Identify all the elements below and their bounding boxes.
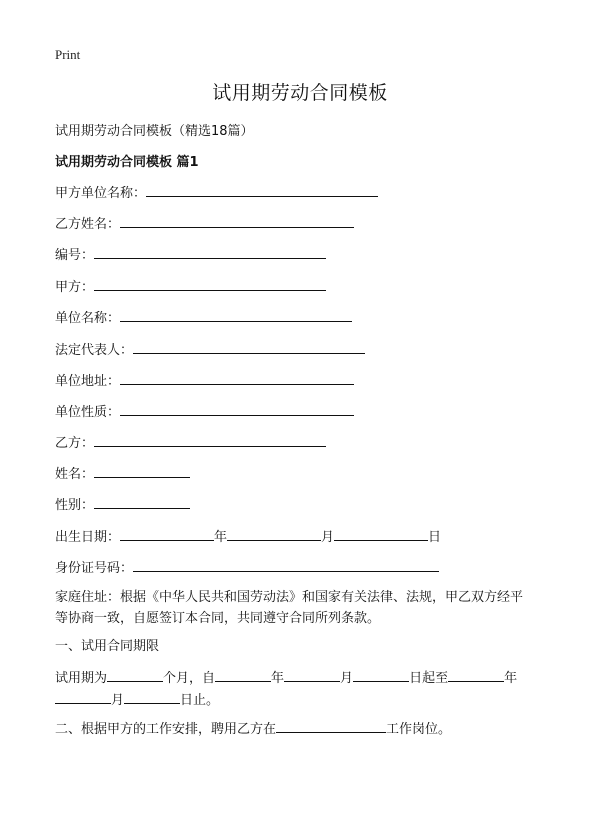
- field-legal-representative: [55, 339, 365, 360]
- field-label: 编号：: [55, 248, 95, 263]
- fill-line: [334, 526, 428, 541]
- field-label: 甲方：: [55, 280, 95, 295]
- fill-line: [120, 213, 354, 228]
- address-paragraph: [55, 587, 550, 629]
- field-label: 乙方：: [55, 436, 95, 451]
- fill-line: [227, 526, 321, 541]
- fill-line: [94, 432, 326, 447]
- document-subtitle: 试用期劳动合同模板（精选18篇）: [55, 124, 254, 139]
- date-unit: 月: [321, 530, 335, 545]
- clause-text: 工作岗位。: [386, 722, 452, 737]
- field-label: 姓名：: [55, 467, 95, 482]
- field-label: 单位名称：: [55, 311, 121, 326]
- fill-line: [133, 339, 365, 354]
- field-employer-name: [55, 182, 378, 203]
- clause-text: 年: [271, 671, 285, 686]
- field-label: 身份证号码：: [55, 561, 134, 576]
- clause-text: 日止。: [180, 693, 220, 708]
- paragraph-line: 等协商一致，自愿签订本合同，共同遵守合同所列条款。: [55, 611, 381, 626]
- fill-line: [448, 667, 504, 682]
- fill-line: [94, 244, 326, 259]
- field-label: 甲方单位名称：: [55, 186, 147, 201]
- field-label: 出生日期：: [55, 530, 121, 545]
- field-id-number: [55, 557, 439, 578]
- fill-line: [120, 370, 354, 385]
- date-unit: 日: [428, 530, 442, 545]
- field-gender: [55, 494, 190, 515]
- field-label: 单位地址：: [55, 374, 121, 389]
- field-label: 单位性质：: [55, 405, 121, 420]
- date-unit: 年: [214, 530, 228, 545]
- clause-text: 月: [111, 693, 125, 708]
- clause-line: [55, 689, 550, 711]
- field-name: [55, 463, 190, 484]
- fill-line: [94, 494, 190, 509]
- fill-line: [215, 667, 271, 682]
- field-label: 性别：: [55, 498, 95, 513]
- print-link[interactable]: Print: [55, 47, 81, 62]
- field-label: 法定代表人：: [55, 343, 134, 358]
- fill-line: [353, 667, 409, 682]
- field-unit-name: [55, 307, 352, 328]
- field-number: [55, 244, 326, 265]
- clause1-body: [55, 667, 550, 711]
- clause-text: 个月，自: [163, 671, 216, 686]
- field-party-b: [55, 432, 326, 453]
- clause-text: 二、根据甲方的工作安排，聘用乙方在: [55, 722, 277, 737]
- clause-text: 试用期为: [55, 671, 108, 686]
- field-unit-nature: [55, 401, 354, 422]
- fill-line: [94, 463, 190, 478]
- page-title: 试用期劳动合同模板: [212, 82, 388, 104]
- fill-line: [276, 718, 386, 733]
- clause-text: 年: [504, 671, 518, 686]
- field-label: 乙方姓名：: [55, 217, 121, 232]
- fill-line: [55, 689, 111, 704]
- clause-text: 日起至: [409, 671, 449, 686]
- clause-heading: 一、试用合同期限: [55, 639, 160, 654]
- fill-line: [120, 401, 354, 416]
- fill-line: [284, 667, 340, 682]
- paragraph-line: 家庭住址：根据《中华人民共和国劳动法》和国家有关法律、法规，甲乙双方经平: [55, 590, 524, 605]
- clause-line: [55, 667, 550, 689]
- fill-line: [120, 307, 352, 322]
- field-unit-address: [55, 370, 354, 391]
- fill-line: [124, 689, 180, 704]
- field-party-a: [55, 276, 326, 297]
- fill-line: [107, 667, 163, 682]
- fill-line: [133, 557, 439, 572]
- field-employee-name: [55, 213, 354, 234]
- fill-line: [146, 182, 378, 197]
- clause2: [55, 718, 451, 739]
- section-heading: 试用期劳动合同模板 篇1: [55, 155, 199, 170]
- fill-line: [120, 526, 214, 541]
- clause-text: 月: [340, 671, 354, 686]
- clause1-heading: [55, 638, 159, 656]
- field-birth-date: [55, 526, 441, 547]
- fill-line: [94, 276, 326, 291]
